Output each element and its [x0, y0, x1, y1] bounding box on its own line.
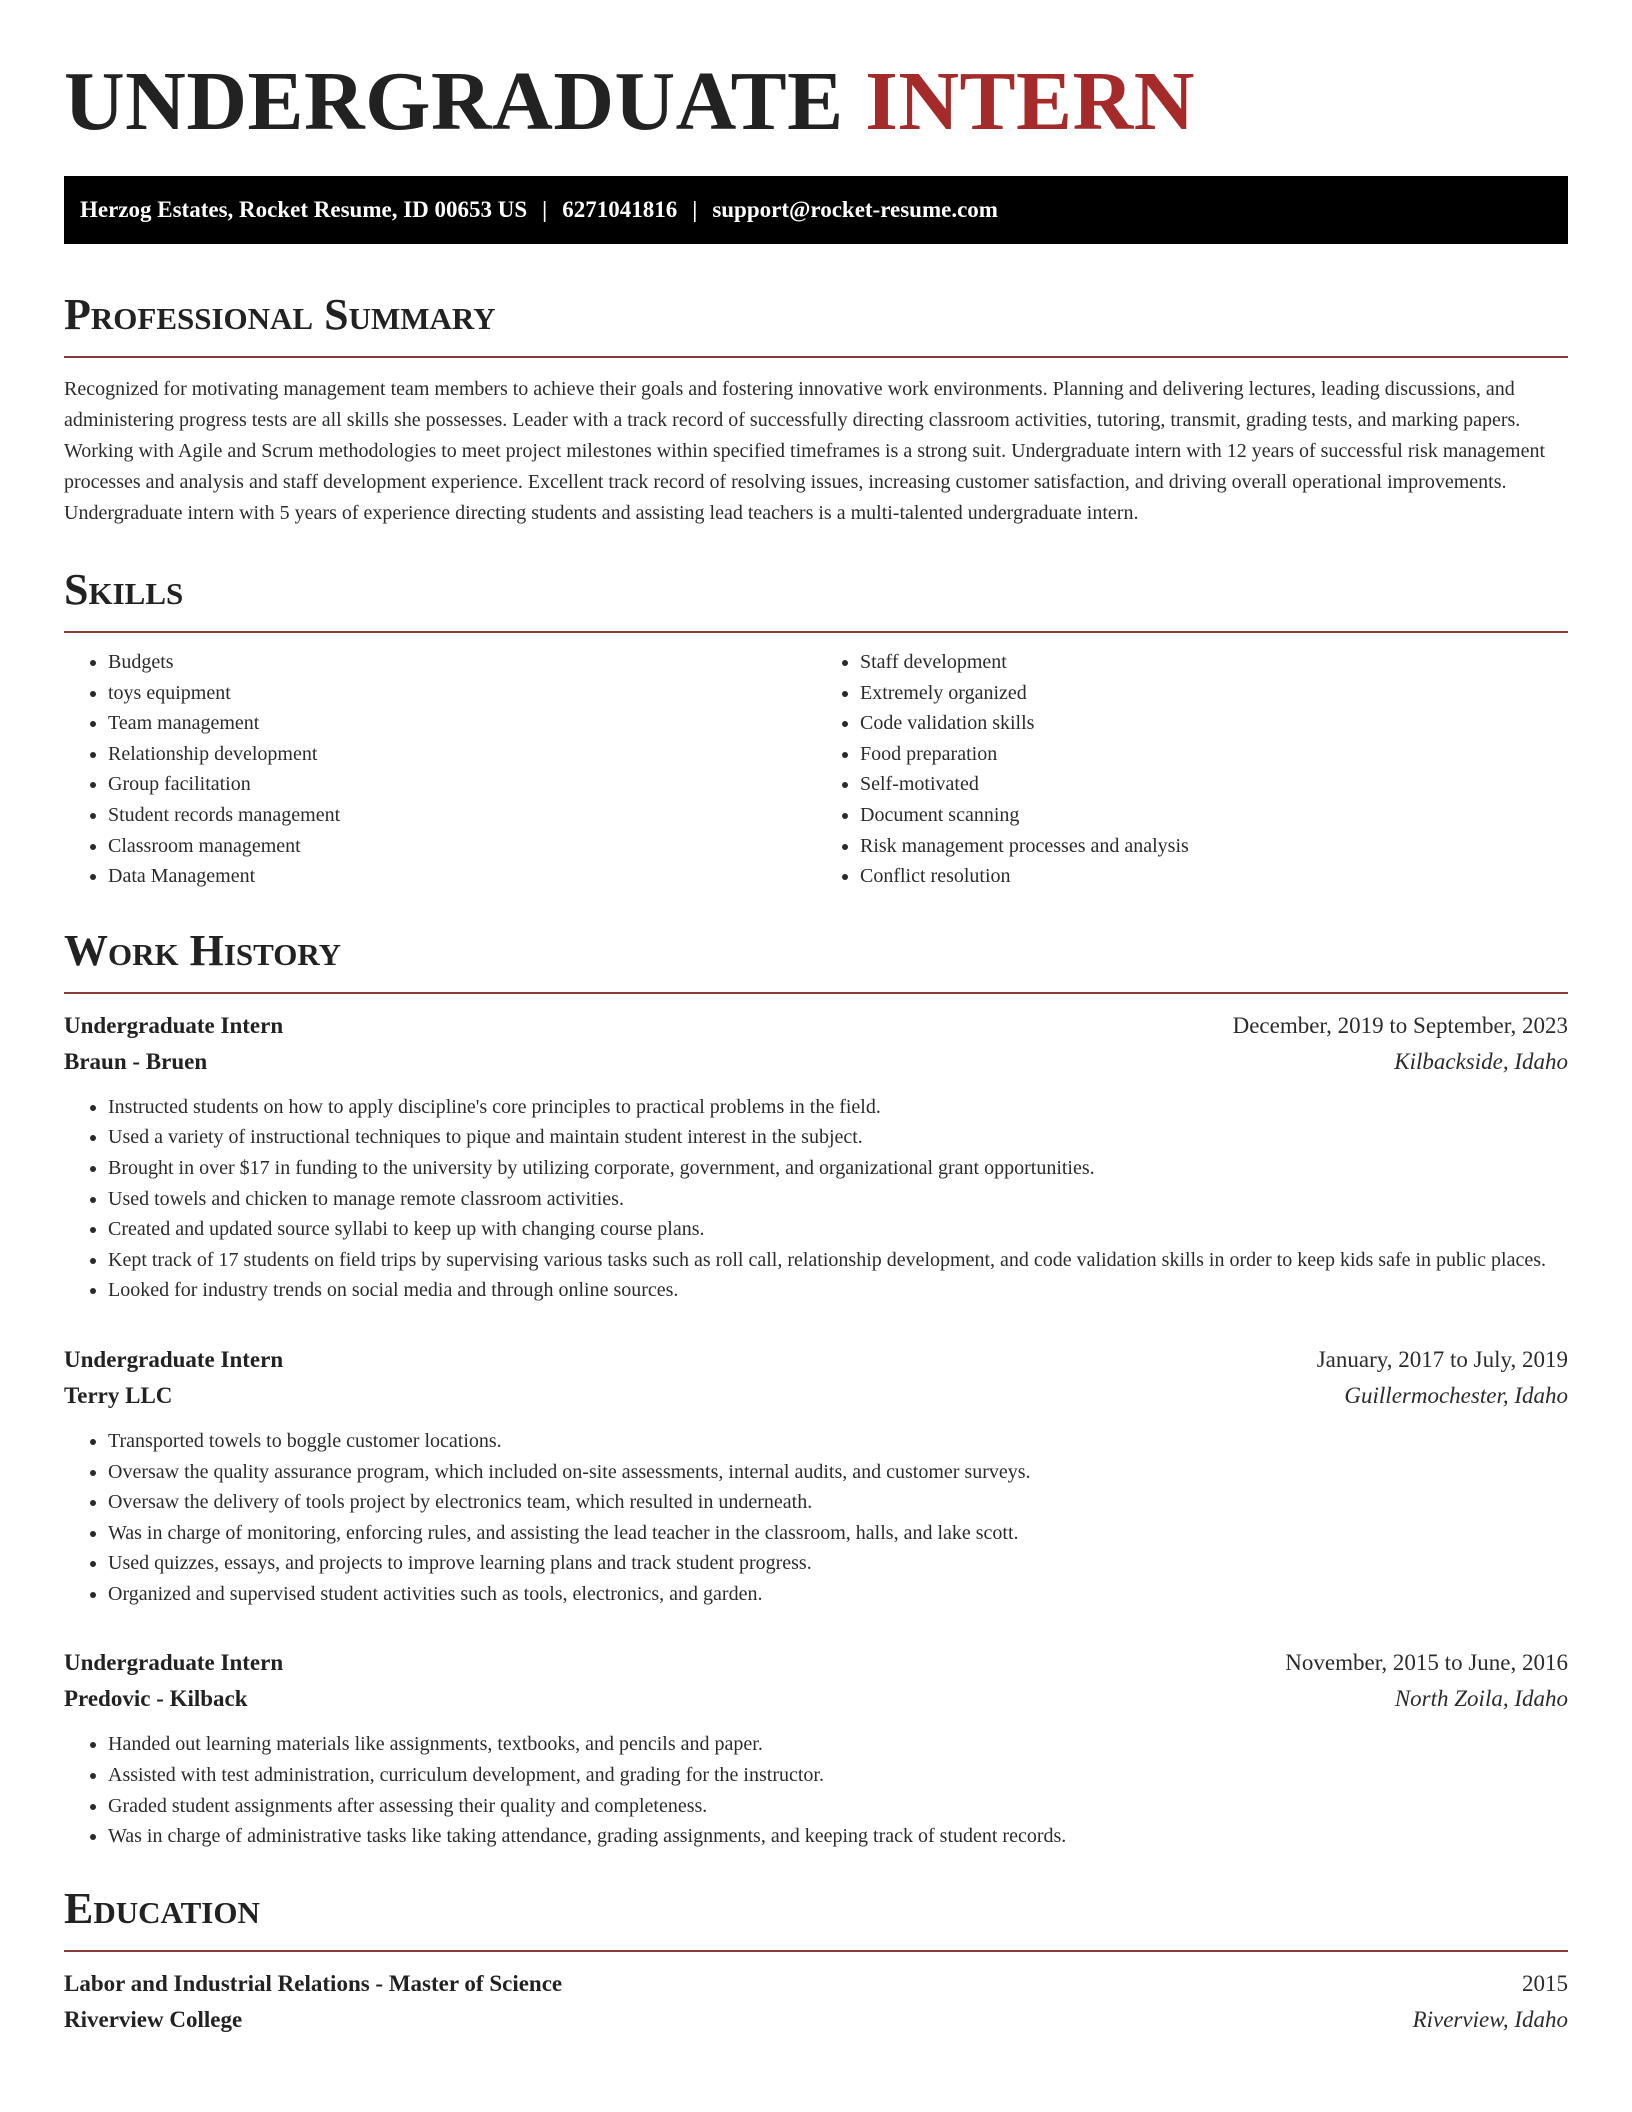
education-degree: Labor and Industrial Relations - Master of Science — [64, 1970, 563, 1996]
skill-item: • Student records management — [108, 800, 816, 831]
section-title-summary: Professional Summary — [64, 290, 496, 339]
contact-bar — [64, 176, 1568, 244]
job-bullets — [64, 1729, 1568, 1851]
education-year: 2015 — [1522, 1970, 1568, 1996]
job-header — [64, 1645, 1568, 1681]
job-header — [64, 1008, 1568, 1044]
summary-text: Recognized for motivating management team members to achieve their goals and fostering innovative work environments. Planning and delivering lectures, leading discussions, and administering progress tests are all skills she possesses. Leader with a track record of successfully directing classroom activities, tutoring, transmit, grading tests, and marking papers. Working with Agile and Scrum methodologies to meet project milestones within specified timeframes is a strong suit. Undergraduate intern with 12 years of successful risk management processes and analysis and staff development experience. Excellent track record of resolving issues, increasing customer satisfaction, and driving overall operational improvements. Undergraduate intern with 5 years of experience directing students and assisting lead teachers is a multi-talented undergraduate intern. — [64, 378, 1546, 524]
job-location: Kilbackside, Idaho — [1394, 1048, 1568, 1074]
skill-item: • Relationship development — [108, 739, 816, 770]
job-bullet: • Kept track of 17 students on field trips by supervising various tasks such as roll call, relationship development, and code validation skills in order to keep kids safe in public places. — [108, 1245, 1568, 1276]
skill-item: • Group facilitation — [108, 769, 816, 800]
job-subheader — [64, 1378, 1568, 1414]
job-title: Undergraduate Intern — [64, 1012, 284, 1038]
job-bullet: • Oversaw the delivery of tools project by electronics team, which resulted in underneath. — [108, 1487, 1568, 1518]
section-title-education: Education — [64, 1883, 260, 1933]
skill-item: • Team management — [108, 708, 816, 739]
job-bullet: • Used quizzes, essays, and projects to improve learning plans and track student progress. — [108, 1548, 1568, 1579]
job-header — [64, 1342, 1568, 1378]
contact-phone: 6271041816 — [562, 197, 678, 222]
education-school: Riverview College — [64, 2006, 243, 2032]
skills-column-left — [64, 647, 816, 892]
skills-list — [64, 647, 1568, 892]
contact-address: Herzog Estates, Rocket Resume, ID 00653 US — [80, 197, 528, 222]
job-bullet: • Organized and supervised student activities such as tools, electronics, and garden. — [108, 1579, 1568, 1610]
job-entry — [64, 1008, 1568, 1306]
section-title-work-history: Work History — [64, 925, 342, 975]
job-company: Braun - Bruen — [64, 1048, 208, 1074]
job-bullet: • Looked for industry trends on social media and through online sources. — [108, 1275, 1568, 1306]
job-bullet: • Transported towels to boggle customer locations. — [108, 1426, 1568, 1457]
skills-column-right — [816, 647, 1568, 892]
skill-item: • Food preparation — [860, 739, 1568, 770]
section-divider — [64, 992, 1568, 994]
job-bullets — [64, 1092, 1568, 1306]
job-bullet: • Oversaw the quality assurance program, which included on-site assessments, internal audits, and customer surveys. — [108, 1457, 1568, 1488]
section-divider — [64, 356, 1568, 358]
skill-item: • Document scanning — [860, 800, 1568, 831]
education-header — [64, 1966, 1568, 2002]
section-divider — [64, 631, 1568, 633]
job-bullet: • Graded student assignments after assessing their quality and completeness. — [108, 1791, 1568, 1822]
job-company: Predovic - Kilback — [64, 1686, 248, 1712]
job-subheader — [64, 1044, 1568, 1080]
job-subheader — [64, 1681, 1568, 1717]
skill-item: • Code validation skills — [860, 708, 1568, 739]
job-title: Undergraduate Intern — [64, 1650, 284, 1676]
skill-item: • Budgets — [108, 647, 816, 678]
section-divider — [64, 1950, 1568, 1952]
job-bullet: • Was in charge of monitoring, enforcing rules, and assisting the lead teacher in the classroom, halls, and lake scott. — [108, 1518, 1568, 1549]
job-bullet: • Was in charge of administrative tasks like taking attendance, grading assignments, and keeping track of student records. — [108, 1821, 1568, 1852]
title-accent: INTERN — [865, 55, 1195, 148]
contact-separator: | — [692, 197, 698, 222]
job-bullet: • Instructed students on how to apply discipline's core principles to practical problems in the field. — [108, 1092, 1568, 1123]
job-bullet: • Used a variety of instructional techniques to pique and maintain student interest in the subject. — [108, 1122, 1568, 1153]
job-dates: January, 2017 to July, 2019 — [1316, 1346, 1568, 1372]
title-main: UNDERGRADUATE — [64, 55, 844, 148]
job-location: Guillermochester, Idaho — [1344, 1382, 1568, 1408]
job-company: Terry LLC — [64, 1382, 173, 1408]
skill-item: • Classroom management — [108, 831, 816, 862]
contact-email: support@rocket-resume.com — [712, 197, 998, 222]
skill-item: • Staff development — [860, 647, 1568, 678]
skill-item: • Data Management — [108, 861, 816, 892]
skill-item: • Risk management processes and analysis — [860, 831, 1568, 862]
job-bullet: • Created and updated source syllabi to keep up with changing course plans. — [108, 1214, 1568, 1245]
education-subheader — [64, 2002, 1568, 2038]
job-dates: November, 2015 to June, 2016 — [1285, 1650, 1568, 1676]
job-bullet: • Handed out learning materials like assignments, textbooks, and pencils and paper. — [108, 1729, 1568, 1760]
skill-item: • Extremely organized — [860, 678, 1568, 709]
skill-item: • toys equipment — [108, 678, 816, 709]
job-location: North Zoila, Idaho — [1394, 1686, 1568, 1712]
education-location: Riverview, Idaho — [1412, 2006, 1568, 2032]
job-bullet: • Assisted with test administration, curriculum development, and grading for the instructor. — [108, 1760, 1568, 1791]
job-entry — [64, 1645, 1568, 1851]
job-entry — [64, 1342, 1568, 1610]
skill-item: • Conflict resolution — [860, 861, 1568, 892]
job-bullet: • Brought in over $17 in funding to the university by utilizing corporate, government, and organizational grant opportunities. — [108, 1153, 1568, 1184]
section-title-skills: Skills — [64, 565, 184, 614]
skill-item: • Self-motivated — [860, 769, 1568, 800]
contact-separator: | — [542, 197, 548, 222]
job-bullet: • Used towels and chicken to manage remote classroom activities. — [108, 1184, 1568, 1215]
job-dates: December, 2019 to September, 2023 — [1232, 1012, 1568, 1038]
job-title: Undergraduate Intern — [64, 1346, 284, 1372]
resume-title — [64, 52, 1568, 152]
education-entry — [64, 1966, 1568, 2038]
job-bullets — [64, 1426, 1568, 1610]
